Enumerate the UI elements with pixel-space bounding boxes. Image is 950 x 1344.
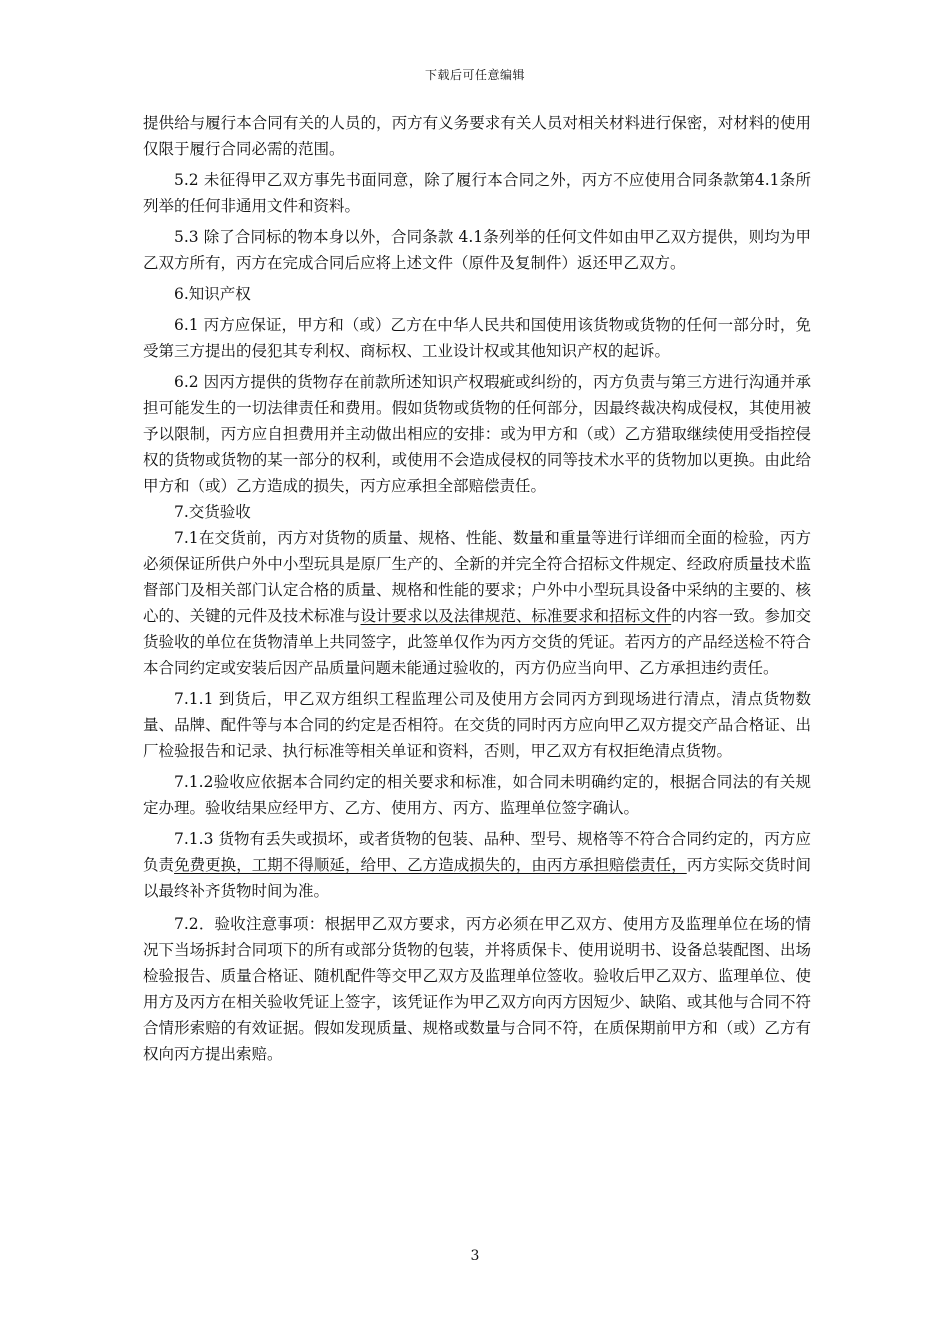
paragraph-7-1-3-text-b: 丙方实际交货时间以最终补齐货物时间为准。 <box>143 856 811 900</box>
paragraph-continuation: 提供给与履行本合同有关的人员的，丙方有义务要求有关人员对相关材料进行保密，对材料的使用仅限于履行合同必需的范围。 <box>143 114 811 158</box>
paragraph-7-1 <box>143 525 811 681</box>
paragraph-7-1-1: 7.1.1 到货后，甲乙双方组织工程监理公司及使用方会同丙方到现场进行清点，清点货物数量、品牌、配件等与本合同的约定是否相符。在交货的同时丙方应向甲乙双方提交产品合格证、出厂检验报告和记录、执行标准等相关单证和资料，否则，甲乙双方有权拒绝清点货物。 <box>143 690 811 760</box>
paragraph-7-2: 7.2．验收注意事项：根据甲乙双方要求，丙方必须在甲乙双方、使用方及监理单位在场的情况下当场拆封合同项下的所有或部分货物的包装，并将质保卡、使用说明书、设备总装配图、出场检验报告、质量合格证、随机配件等交甲乙双方及监理单位签收。验收后甲乙双方、监理单位、使用方及丙方在相关验收凭证上签字，该凭证作为甲乙双方向丙方因短少、缺陷、或其他与合同不符合情形索赔的有效证据。假如发现质量、规格或数量与合同不符，在质保期前甲方和（或）乙方有权向丙方提出索赔。 <box>143 915 811 1063</box>
paragraph-6-2: 6.2 因丙方提供的货物存在前款所述知识产权瑕疵或纠纷的，丙方负责与第三方进行沟通并承担可能发生的一切法律责任和费用。假如货物或货物的任何部分，因最终裁决构成侵权，其使用被予以限制，丙方应自担费用并主动做出相应的安排：或为甲方和（或）乙方猎取继续使用受指控侵权的货物或货物的某一部分的权利，或使用不会造成侵权的同等技术水平的货物加以更换。由此给甲方和（或）乙方造成的损失，丙方应承担全部赔偿责任。 <box>143 373 811 495</box>
paragraph-7-1-3-text-a: 7.1.3 货物有丢失或损坏，或者货物的包装、品种、型号、规格等不符合合同约定的，丙方应负责 <box>143 830 811 874</box>
paragraph-7-1-3 <box>143 826 811 904</box>
paragraph-7-1-2: 7.1.2验收应依据本合同约定的相关要求和标准，如合同未明确约定的，根据合同法的有关规定办理。验收结果应经甲方、乙方、使用方、丙方、监理单位签字确认。 <box>143 773 811 817</box>
paragraph-5-3: 5.3 除了合同标的物本身以外，合同条款 4.1条列举的任何文件如由甲乙双方提供，则均为甲乙双方所有，丙方在完成合同后应将上述文件（原件及复制件）返还甲乙双方。 <box>143 228 811 272</box>
paragraph-7-1-text-b: 的内容一致。参加交货验收的单位在货物清单上共同签字，此签单仅作为丙方交货的凭证。若丙方的产品经送检不符合本合同约定或安装后因产品质量问题未能通过验收的，丙方仍应当向甲、乙方承担违约责任。 <box>143 607 811 677</box>
section-heading-7: 7.交货验收 <box>174 503 251 521</box>
document-body <box>143 110 811 1067</box>
page-header: 下载后可任意编辑 <box>424 68 525 82</box>
paragraph-7-1-underlined: 设计要求以及法律规范、标准要求和招标文件 <box>360 607 672 625</box>
page-number: 3 <box>470 1248 480 1264</box>
paragraph-5-2: 5.2 未征得甲乙双方事先书面同意，除了履行本合同之外，丙方不应使用合同条款第4.1条所列举的任何非通用文件和资料。 <box>143 171 811 215</box>
section-heading-6: 6.知识产权 <box>174 285 251 303</box>
paragraph-7-1-3-underlined: 免费更换，工期不得顺延，给甲、乙方造成损失的，由丙方承担赔偿责任， <box>174 856 687 874</box>
paragraph-7-1-text-a: 7.1在交货前，丙方对货物的质量、规格、性能、数量和重量等进行详细而全面的检验，丙方必须保证所供户外中小型玩具是原厂生产的、全新的并完全符合招标文件规定、经政府质量技术监督部门及相关部门认定合格的质量、规格和性能的要求；户外中小型玩具设备中采纳的主要的、核心的、关键的元件及技术标准与 <box>143 529 811 625</box>
paragraph-6-1: 6.1 丙方应保证，甲方和（或）乙方在中华人民共和国使用该货物或货物的任何一部分时，免受第三方提出的侵犯其专利权、商标权、工业设计权或其他知识产权的起诉。 <box>143 316 811 360</box>
